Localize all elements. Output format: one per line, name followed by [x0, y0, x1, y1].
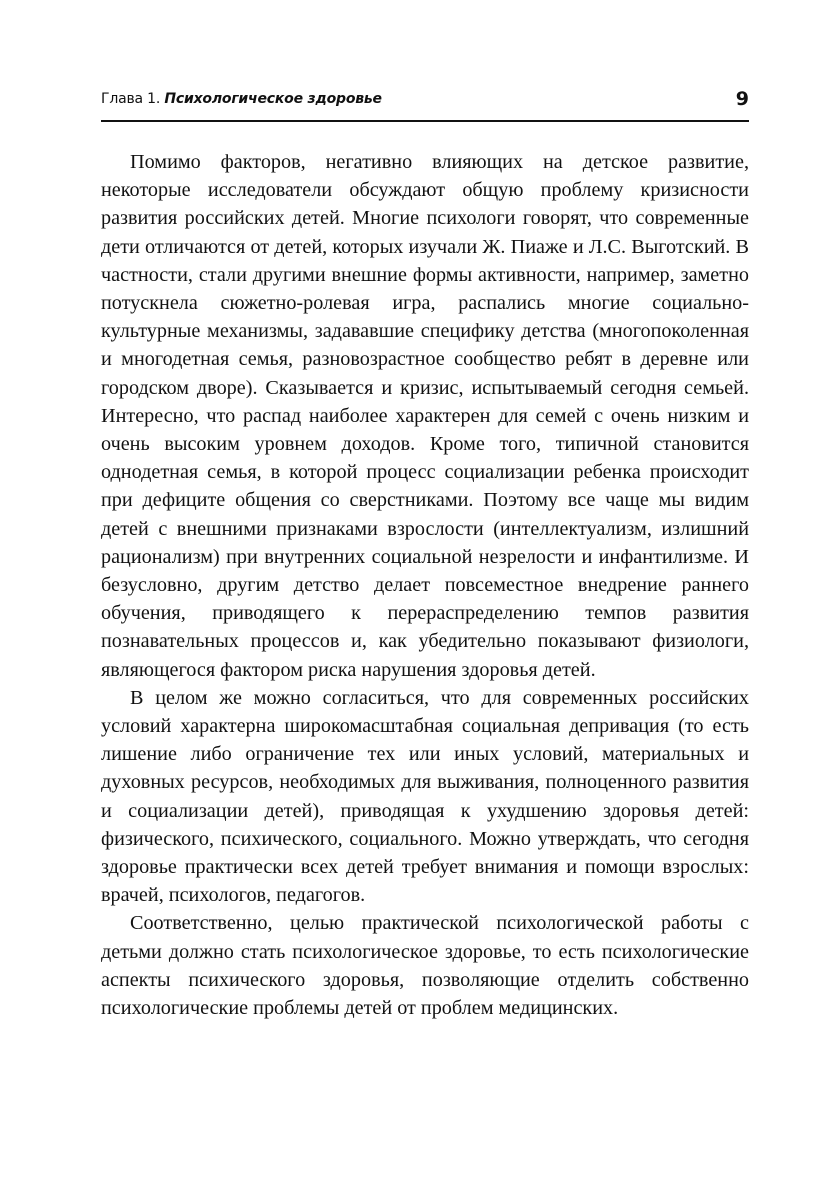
- body-text: [101, 148, 749, 1022]
- header-chapter: [101, 91, 382, 107]
- running-header: [101, 88, 749, 122]
- paragraph: Помимо факторов, негативно влияющих на детское развитие, некоторые исследователи обсуждают общую проблему кризисности развития российских детей. Многие психологи говорят, что современные дети отличаются от детей, которых изучали Ж. Пиаже и Л.С. Выготский. В частности, стали другими внешние формы активности, например, заметно потускнела сюжетно-ролевая игра, распались многие социально-культурные механизмы, задававшие специфику детства (многопоколенная и многодетная семья, разновозрастное сообщество ребят в деревне или городском дворе). Сказывается и кризис, испытываемый сегодня семьей. Интересно, что распад наиболее характерен для семей с очень низким и очень высоким уровнем доходов. Кроме того, типичной становится однодетная семья, в которой процесс социализации ребенка происходит при дефиците общения со сверстниками. Поэтому все чаще мы видим детей с внешними признаками взрослости (интеллектуализм, излишний рационализм) при внутренних социальной незрелости и инфантилизме. И безусловно, другим детство делает повсеместное внедрение раннего обучения, приводящего к перераспределению темпов развития познавательных процессов и, как убедительно показывают физиологи, являющегося фактором риска нарушения здоровья детей.: [101, 151, 749, 681]
- chapter-label: Глава 1.: [101, 91, 161, 107]
- chapter-title: Психологическое здоровье: [164, 91, 382, 107]
- paragraph: Соответственно, целью практической психологической работы с детьми должно стать психологическое здоровье, то есть психологические аспекты психического здоровья, позволяющие отделить собственно психологические проблемы детей от проблем медицинских.: [101, 912, 749, 1020]
- paragraph: В целом же можно согласиться, что для современных российских условий характерна широкомасштабная социальная депривация (то есть лишение либо ограничение тех или иных условий, материальных и духовных ресурсов, необходимых для выживания, полноценного развития и социализации детей), приводящая к ухудшению здоровья детей: физического, психического, социального. Можно утверждать, что сегодня здоровье практически всех детей требует внимания и помощи взрослых: врачей, психологов, педагогов.: [101, 686, 749, 907]
- page-number: 9: [735, 88, 749, 110]
